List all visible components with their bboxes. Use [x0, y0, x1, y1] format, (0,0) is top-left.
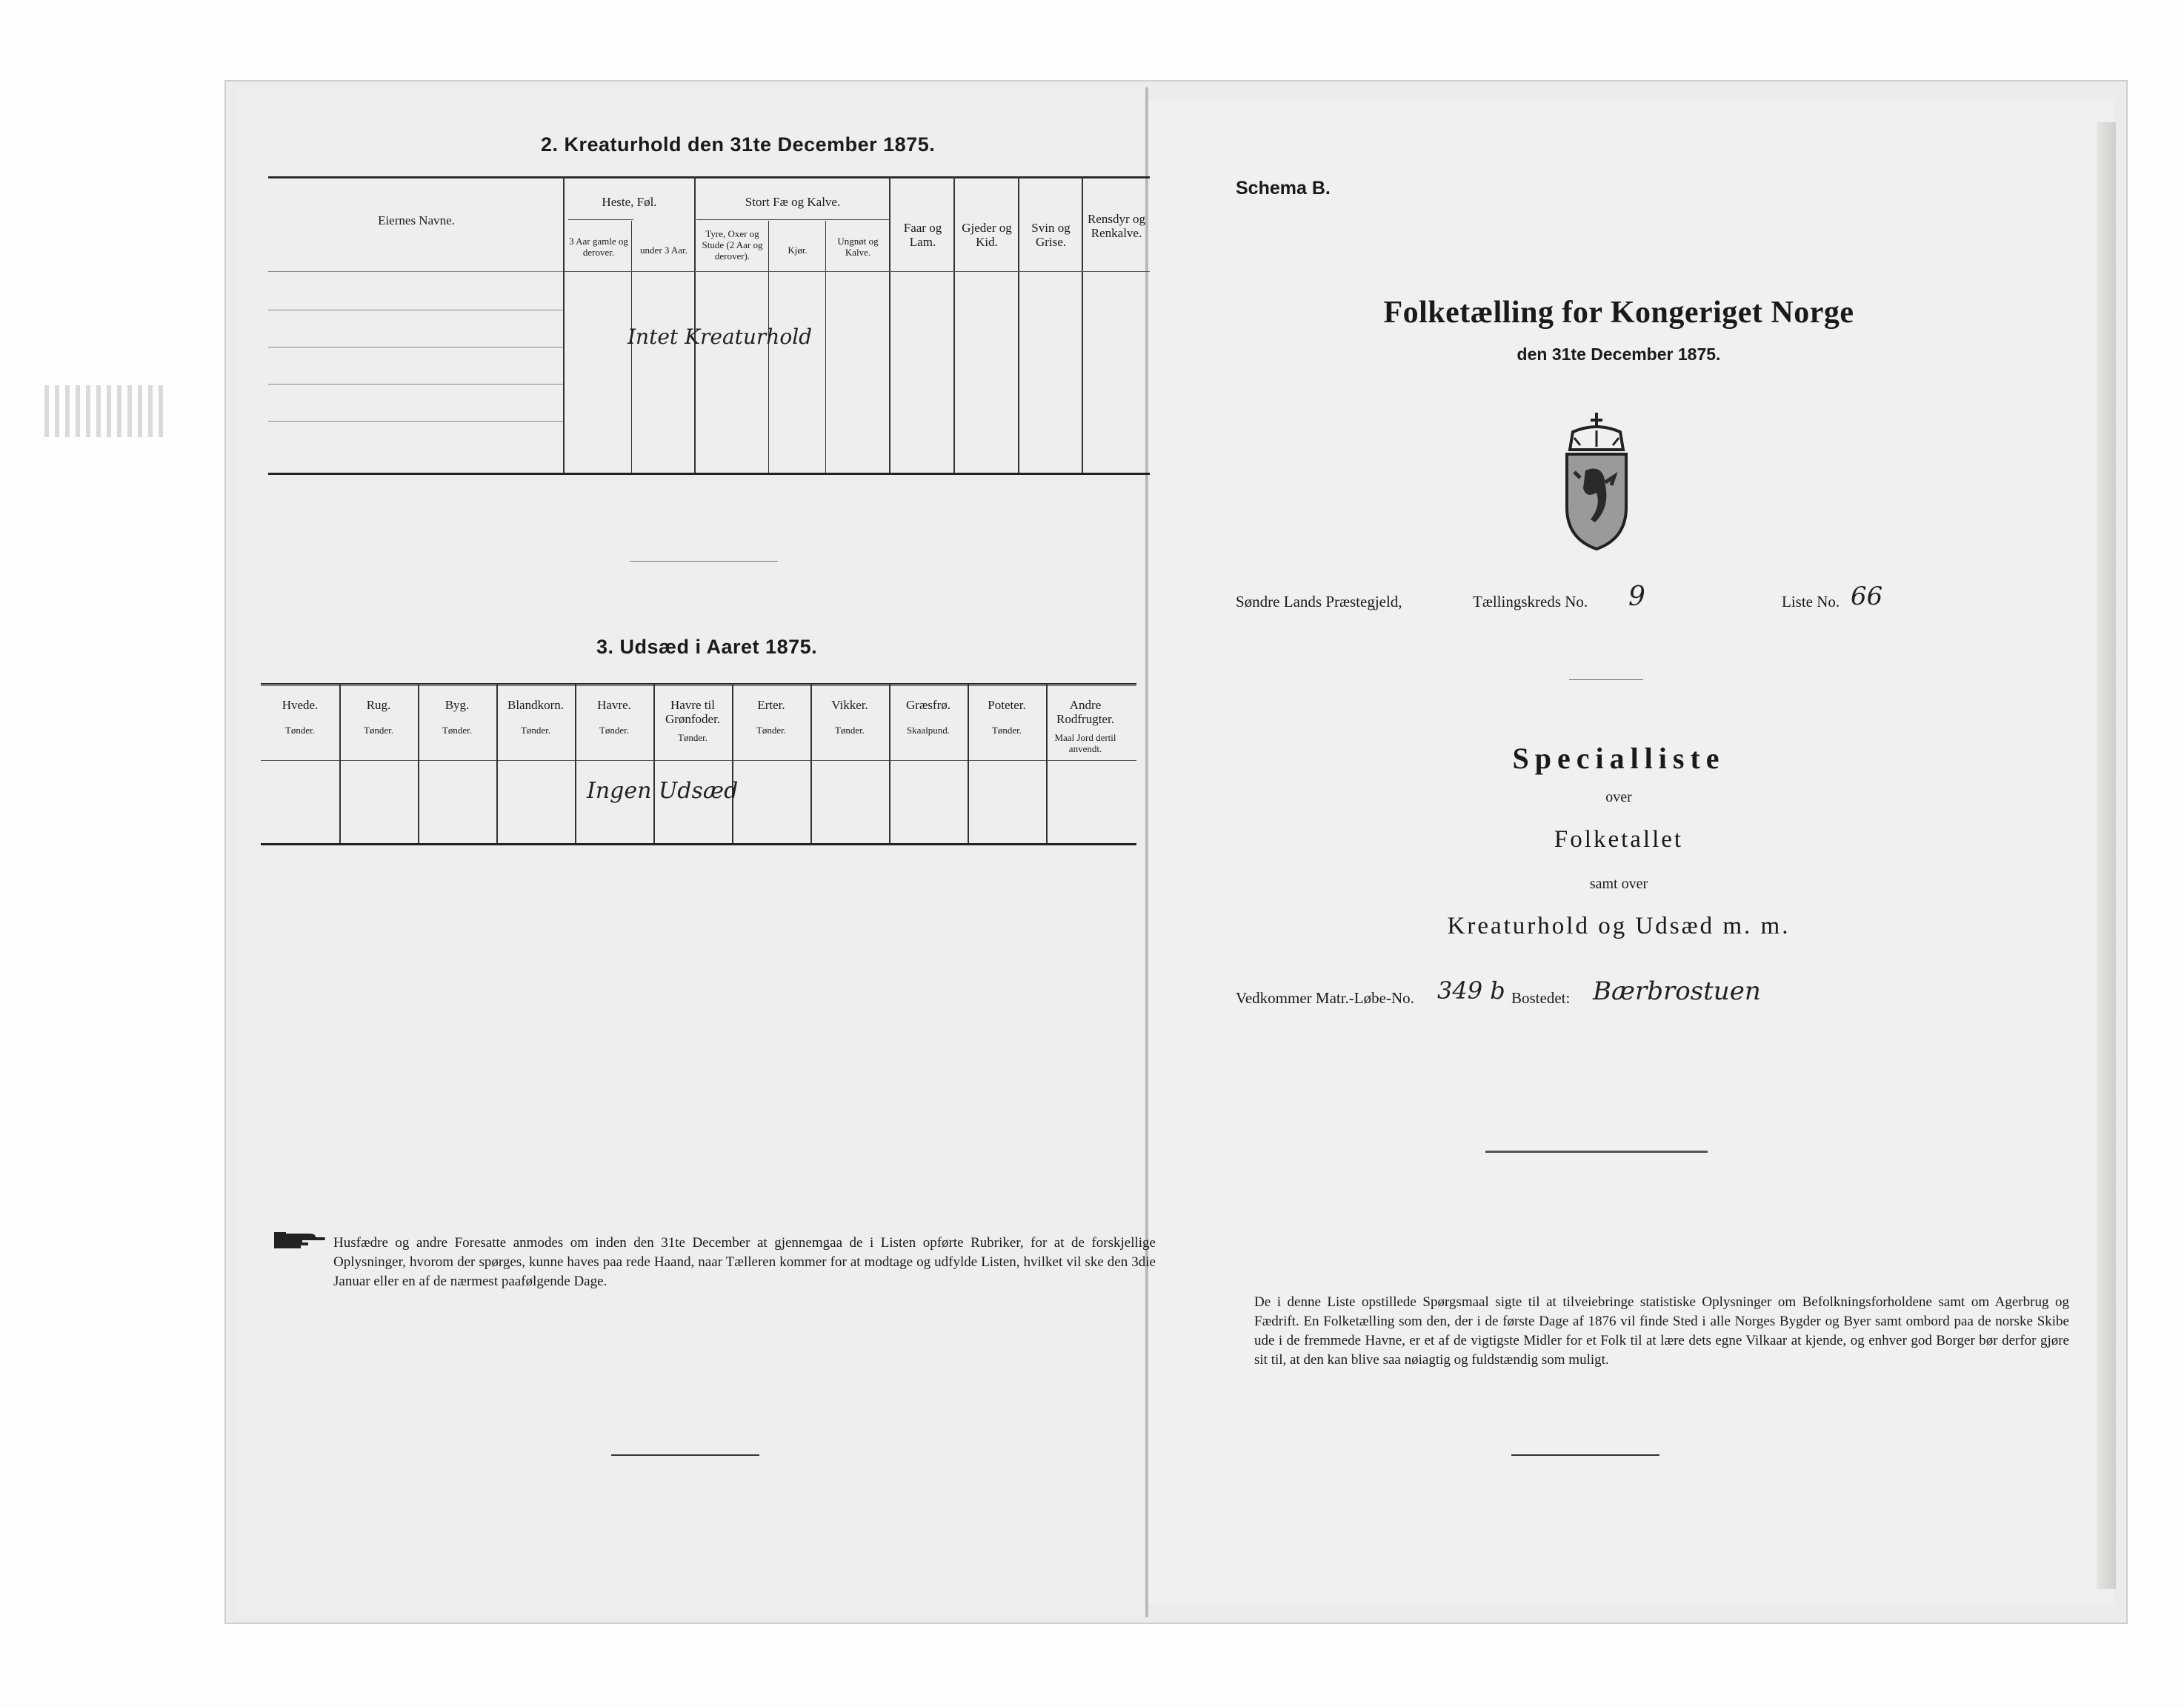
seed-col-name: Græsfrø. — [906, 698, 950, 712]
cattle-header: Stort Fæ og Kalve. — [745, 195, 841, 209]
section3-title: 3. Udsæd i Aaret 1875. — [596, 636, 818, 658]
reindeer-header: Rensdyr og Renkalve. — [1088, 212, 1145, 240]
matr-value: 349 b — [1437, 976, 1505, 1005]
seed-col-name: Havre. — [597, 698, 631, 712]
folketallet-text: Folketallet — [1554, 826, 1684, 853]
seed-handwritten-entry: Ingen Udsæd — [587, 778, 739, 804]
horses-header: Heste, Føl. — [602, 195, 657, 209]
seed-col-unit: Tønder. — [284, 725, 316, 736]
census-date: den 31te December 1875. — [1517, 345, 1721, 364]
seed-col-unit: Tønder. — [834, 725, 865, 736]
seed-col-name: Poteter. — [988, 698, 1026, 712]
goats-header: Gjeder og Kid. — [962, 221, 1012, 249]
district-label: Tællingskreds No. — [1473, 593, 1588, 610]
kreaturhold-text: Kreaturhold og Udsæd m. m. — [1447, 913, 1791, 939]
closing-paragraph: De i denne Liste opstillede Spørgsmaal sigte til at tilveiebringe statistiske Oplysninger om Befolkningsforholdene samt om Agerbrug og Fædrift. En Folketælling som den, der i de første Dage af 1876 vil finde Sted i alle Norges Bygder og Byer samt ombord paa de norske Skibe ude i de fremmede Havne, er et af de vigtigste Midler for et Folk til at lære dets egne Vilkaar at kjende, og enhver god Borger bør derfor gjøre sit til, at den kan blive saa nøiagtig og fuldstændig som muligt. — [1254, 1294, 2069, 1368]
seed-col-name: Byg. — [445, 698, 470, 712]
left-divider-1 — [630, 561, 778, 562]
matr-label: Vedkommer Matr.-Løbe-No. — [1236, 989, 1414, 1007]
cattle-sub2: Kjør. — [788, 244, 808, 256]
seed-col-unit: Tønder. — [363, 725, 394, 736]
seed-table — [261, 683, 1136, 845]
seed-col-name: Andre Rodfrugter. — [1056, 698, 1114, 726]
schema-label: Schema B. — [1236, 178, 1331, 199]
pointing-hand-icon — [273, 1226, 326, 1254]
seed-col-name: Erter. — [757, 698, 785, 712]
seed-col-unit: Tønder. — [520, 725, 551, 736]
horses-sub1: 3 Aar gamle og derover. — [569, 236, 628, 258]
bosted-value: Bærbrostuen — [1593, 976, 1761, 1006]
pigs-header: Svin og Grise. — [1031, 221, 1071, 249]
seed-col-name: Vikker. — [831, 698, 868, 712]
seed-col-name: Havre til Grønfoder. — [665, 698, 721, 726]
right-divider-3 — [1511, 1454, 1659, 1456]
seed-col-name: Blandkorn. — [507, 698, 565, 712]
parish-label: Søndre Lands Præstegjeld, — [1236, 593, 1402, 610]
seed-col-unit: Tønder. — [756, 725, 787, 736]
list-value: 66 — [1851, 582, 1883, 611]
left-divider-2 — [611, 1454, 759, 1456]
livestock-handwritten-entry: Intet Kreaturhold — [627, 325, 813, 349]
livestock-table — [268, 176, 1150, 474]
instruction-notice: Husfædre og andre Foresatte anmodes om inden den 31te December at gjennemgaa de i Listen opførte Rubriker, for at de forskjellige Oplysninger, hvorom der spørges, kunne haves paa rede Haand, naar Tælleren kommer for at modtage og udfylde Listen, hvilket vil ske den 3die Januar eller en af de nærmest paafølgende Dage. — [333, 1235, 1156, 1289]
horses-sub2: under 3 Aar. — [640, 244, 688, 256]
section2-title: 2. Kreaturhold den 31te December 1875. — [541, 133, 936, 156]
cattle-sub1: Tyre, Oxer og Stude (2 Aar og derover). — [702, 228, 763, 262]
bosted-label: Bostedet: — [1511, 989, 1571, 1007]
over-text: over — [1605, 789, 1632, 805]
seed-col-name: Rug. — [366, 698, 391, 712]
coat-of-arms-icon — [1552, 411, 1641, 552]
district-value: 9 — [1628, 582, 1645, 612]
seed-col-name: Hvede. — [282, 698, 319, 712]
seed-col-unit: Tønder. — [442, 725, 473, 736]
right-divider-1 — [1569, 679, 1643, 680]
right-divider-2 — [1485, 1151, 1708, 1153]
seed-col-unit: Tønder. — [677, 732, 708, 743]
list-label: Liste No. — [1782, 593, 1840, 610]
cattle-sub3: Ungnøt og Kalve. — [837, 236, 879, 258]
census-title: Folketælling for Kongeriget Norge — [1383, 296, 1854, 330]
seed-col-unit: Tønder. — [991, 725, 1022, 736]
seed-col-unit: Tønder. — [599, 725, 630, 736]
sheep-header: Faar og Lam. — [903, 221, 942, 249]
seed-col-unit: Skaalpund. — [906, 725, 950, 736]
owner-header: Eiernes Navne. — [378, 213, 455, 227]
page-edge-shadow — [2097, 122, 2116, 1589]
samt-over-text: samt over — [1589, 876, 1648, 892]
seed-col-unit: Maal Jord dertil anvendt. — [1054, 732, 1116, 754]
bleed-marks — [44, 385, 163, 437]
special-list-heading: Specialliste — [1512, 742, 1725, 775]
